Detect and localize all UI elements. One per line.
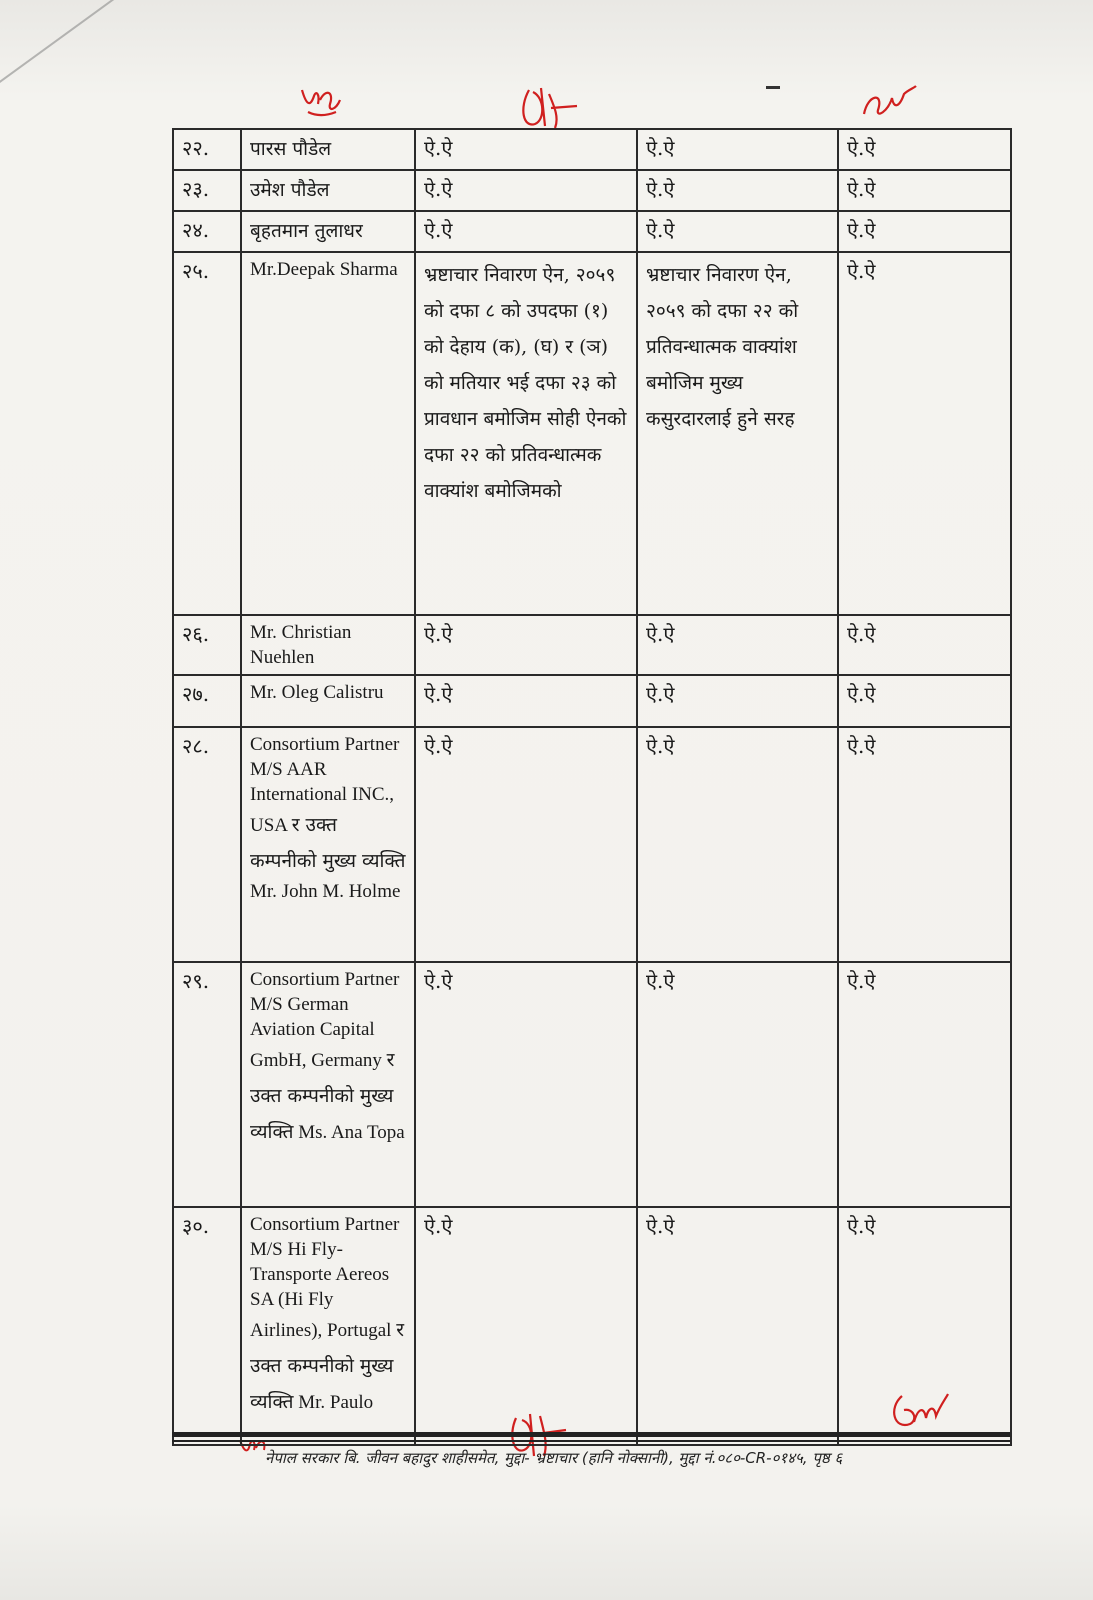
- table-row: [173, 252, 1011, 615]
- initials-signature-3: [858, 84, 918, 126]
- remark-cell: ऐ.ऐ: [838, 962, 1011, 1207]
- page-footer: नेपाल सरकार बि. जीवन बहादुर शाहीसमेत, मुद्दा- भ्रष्टाचार (हानि नोक्सानी), मुद्दा नं.०८०-CR-०१४५, पृष्ठ ६: [265, 1449, 843, 1467]
- charge-cell: ऐ.ऐ: [415, 727, 637, 962]
- claim-cell: ऐ.ऐ: [637, 129, 838, 170]
- charge-cell: भ्रष्टाचार निवारण ऐन, २०५९ को दफा ८ को उपदफा (१) को देहाय (क), (घ) र (ञ) को मतियार भई दफा २३ को प्रावधान बमोजिम सोही ऐनको दफा २२ को प्रतिवन्धात्मक वाक्यांश बमोजिमको: [415, 252, 637, 615]
- row-number: ३०.: [173, 1207, 241, 1445]
- table-row: [173, 962, 1011, 1207]
- person-name: उमेश पौडेल: [241, 170, 415, 211]
- claim-cell: ऐ.ऐ: [637, 675, 838, 727]
- table-row: [173, 675, 1011, 727]
- company-person-name: Mr. John M. Holme: [250, 881, 401, 902]
- charge-cell: ऐ.ऐ: [415, 675, 637, 727]
- claim-cell: ऐ.ऐ: [637, 615, 838, 675]
- company-person-phrase: र उक्त कम्पनीको मुख्य व्यक्ति: [250, 814, 406, 872]
- remark-cell: ऐ.ऐ: [838, 252, 1011, 615]
- remark-cell: ऐ.ऐ: [838, 211, 1011, 252]
- table-row: [173, 1207, 1011, 1445]
- person-name: बृहतमान तुलाधर: [241, 211, 415, 252]
- row-number: २६.: [173, 615, 241, 675]
- remark-cell: ऐ.ऐ: [838, 1207, 1011, 1445]
- company-person-name: Ms. Ana Topa: [298, 1122, 405, 1143]
- claim-cell: ऐ.ऐ: [637, 211, 838, 252]
- initials-signature-2: [515, 84, 581, 134]
- claim-cell: भ्रष्टाचार निवारण ऐन, २०५९ को दफा २२ को प्रतिवन्धात्मक वाक्यांश बमोजिम मुख्य कसुरदारलाई हुने सरह: [637, 252, 838, 615]
- claim-cell: ऐ.ऐ: [637, 170, 838, 211]
- table-row: [173, 615, 1011, 675]
- remark-cell: ऐ.ऐ: [838, 675, 1011, 727]
- company-name-english: Consortium Partner M/S AAR International INC., USA: [250, 734, 400, 836]
- row-number: २९.: [173, 962, 241, 1207]
- charge-cell: ऐ.ऐ: [415, 211, 637, 252]
- table-row: [173, 211, 1011, 252]
- table-row: [173, 129, 1011, 170]
- company-name: [241, 1207, 415, 1445]
- row-number: २२.: [173, 129, 241, 170]
- row-number: २३.: [173, 170, 241, 211]
- row-number: २८.: [173, 727, 241, 962]
- company-person-phrase: र उक्त कम्पनीको मुख्य व्यक्ति: [250, 1319, 404, 1413]
- row-number: २४.: [173, 211, 241, 252]
- row-number: २७.: [173, 675, 241, 727]
- records-table: [172, 128, 1012, 1446]
- remark-cell: ऐ.ऐ: [838, 615, 1011, 675]
- company-person-phrase: र उक्त कम्पनीको मुख्य व्यक्ति: [250, 1049, 395, 1143]
- table-row: [173, 170, 1011, 211]
- pen-mark: [766, 86, 780, 89]
- claim-cell: ऐ.ऐ: [637, 1207, 838, 1445]
- charge-cell: ऐ.ऐ: [415, 1207, 637, 1445]
- company-name-english: Consortium Partner M/S Hi Fly-Transporte Aereos SA (Hi Fly Airlines), Portugal: [250, 1214, 400, 1341]
- charge-cell: ऐ.ऐ: [415, 962, 637, 1207]
- remark-cell: ऐ.ऐ: [838, 170, 1011, 211]
- claim-cell: ऐ.ऐ: [637, 962, 838, 1207]
- initials-signature-1: [296, 86, 344, 120]
- person-name: Mr.Deepak Sharma: [241, 252, 415, 615]
- charge-cell: ऐ.ऐ: [415, 129, 637, 170]
- person-name: Mr. Oleg Calistru: [241, 675, 415, 727]
- table-row: [173, 727, 1011, 962]
- charge-cell: ऐ.ऐ: [415, 615, 637, 675]
- company-person-name: Mr. Paulo: [298, 1392, 374, 1413]
- footer-rule-thin: [172, 1440, 1010, 1442]
- company-name: [241, 727, 415, 962]
- row-number: २५.: [173, 252, 241, 615]
- charge-cell: ऐ.ऐ: [415, 170, 637, 211]
- person-name: पारस पौडेल: [241, 129, 415, 170]
- footer-rule-thick: [172, 1432, 1010, 1437]
- company-name: [241, 962, 415, 1207]
- company-name-english: Consortium Partner M/S German Aviation Capital GmbH, Germany: [250, 969, 400, 1071]
- remark-cell: ऐ.ऐ: [838, 129, 1011, 170]
- remark-cell: ऐ.ऐ: [838, 727, 1011, 962]
- person-name: Mr. Christian Nuehlen: [241, 615, 415, 675]
- claim-cell: ऐ.ऐ: [637, 727, 838, 962]
